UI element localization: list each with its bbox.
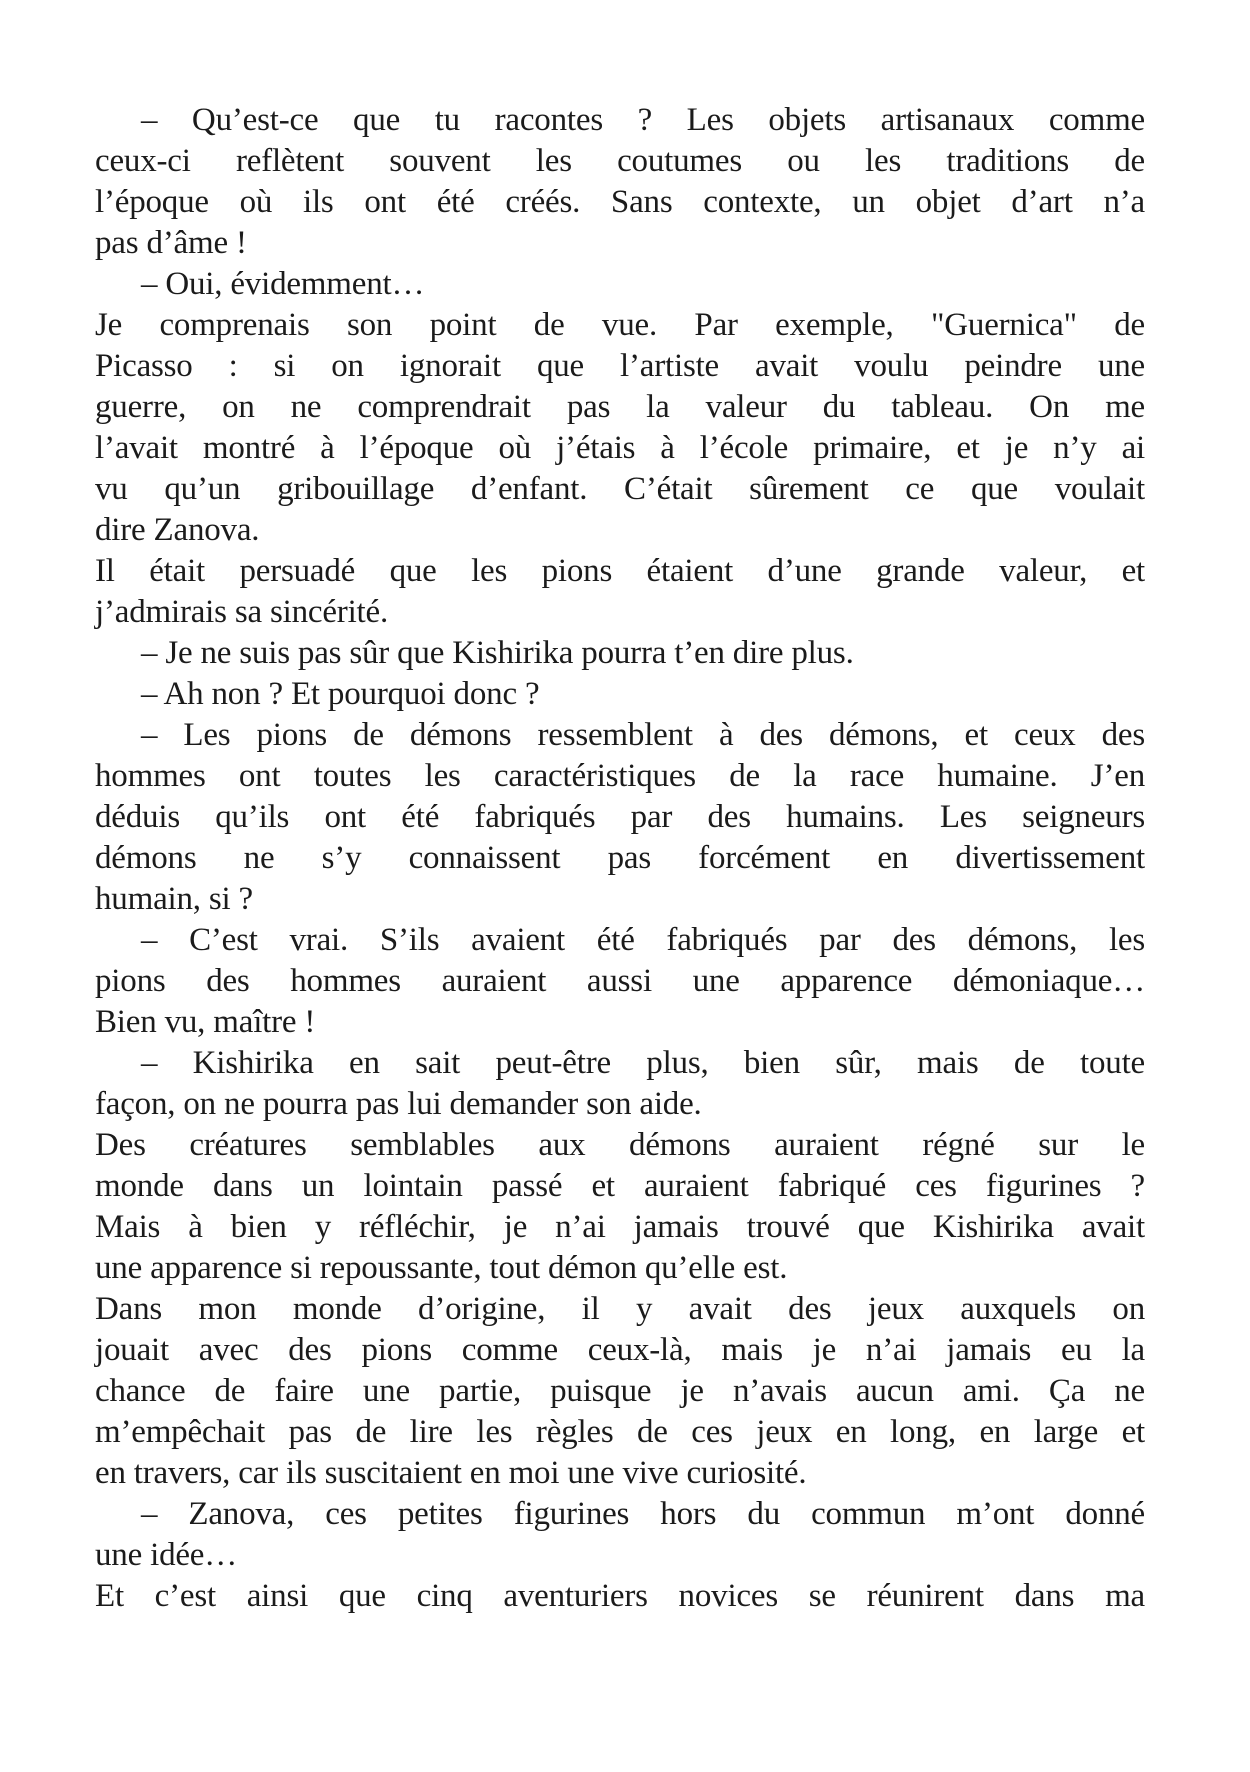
text-line: – Les pions de démons ressemblent à des démons, et ceux des (141, 717, 1145, 753)
text-line: vu qu’un gribouillage d’enfant. C’était sûrement ce que voulait (95, 471, 1145, 507)
text-line: – Zanova, ces petites figurines hors du commun m’ont donné (141, 1496, 1145, 1532)
text-line: déduis qu’ils ont été fabriqués par des humains. Les seigneurs (95, 799, 1145, 835)
text-line: – Je ne suis pas sûr que Kishirika pourra t’en dire plus. (141, 635, 854, 671)
text-line: une apparence si repoussante, tout démon qu’elle est. (95, 1250, 788, 1286)
text-line: – Qu’est-ce que tu racontes ? Les objets artisanaux comme (141, 102, 1145, 138)
text-line: Il était persuadé que les pions étaient d’une grande valeur, et (95, 553, 1145, 589)
text-line: dire Zanova. (95, 512, 260, 548)
text-line: guerre, on ne comprendrait pas la valeur du tableau. On me (95, 389, 1145, 425)
text-line: – Kishirika en sait peut-être plus, bien sûr, mais de toute (141, 1045, 1145, 1081)
text-line: humain, si ? (95, 881, 253, 917)
text-line: hommes ont toutes les caractéristiques de la race humaine. J’en (95, 758, 1145, 794)
text-line: Bien vu, maître ! (95, 1004, 316, 1040)
text-line: Picasso : si on ignorait que l’artiste avait voulu peindre une (95, 348, 1145, 384)
text-line: m’empêchait pas de lire les règles de ces jeux en long, en large et (95, 1414, 1145, 1450)
text-line: ceux-ci reflètent souvent les coutumes ou les traditions de (95, 143, 1145, 179)
text-line: l’avait montré à l’époque où j’étais à l’école primaire, et je n’y ai (95, 430, 1145, 466)
text-line: monde dans un lointain passé et auraient fabriqué ces figurines ? (95, 1168, 1145, 1204)
text-line: – C’est vrai. S’ils avaient été fabriqués par des démons, les (141, 922, 1145, 958)
text-line: Dans mon monde d’origine, il y avait des jeux auxquels on (95, 1291, 1145, 1327)
text-line: façon, on ne pourra pas lui demander son aide. (95, 1086, 702, 1122)
page-text (95, 100, 1145, 1617)
text-line: – Ah non ? Et pourquoi donc ? (141, 676, 540, 712)
text-line: chance de faire une partie, puisque je n’avais aucun ami. Ça ne (95, 1373, 1145, 1409)
text-line: jouait avec des pions comme ceux-là, mais je n’ai jamais eu la (95, 1332, 1145, 1368)
text-line: Je comprenais son point de vue. Par exemple, "Guernica" de (95, 307, 1145, 343)
text-line: pas d’âme ! (95, 225, 247, 261)
text-line: Mais à bien y réfléchir, je n’ai jamais trouvé que Kishirika avait (95, 1209, 1145, 1245)
text-line: – Oui, évidemment… (141, 266, 425, 302)
text-line: en travers, car ils suscitaient en moi une vive curiosité. (95, 1455, 807, 1491)
text-line: Des créatures semblables aux démons auraient régné sur le (95, 1127, 1145, 1163)
text-line: Et c’est ainsi que cinq aventuriers novices se réunirent dans ma (95, 1578, 1145, 1614)
text-line: démons ne s’y connaissent pas forcément en divertissement (95, 840, 1145, 876)
text-line: j’admirais sa sincérité. (95, 594, 389, 630)
text-line: pions des hommes auraient aussi une apparence démoniaque… (95, 963, 1145, 999)
text-line: l’époque où ils ont été créés. Sans contexte, un objet d’art n’a (95, 184, 1145, 220)
text-line: une idée… (95, 1537, 238, 1573)
